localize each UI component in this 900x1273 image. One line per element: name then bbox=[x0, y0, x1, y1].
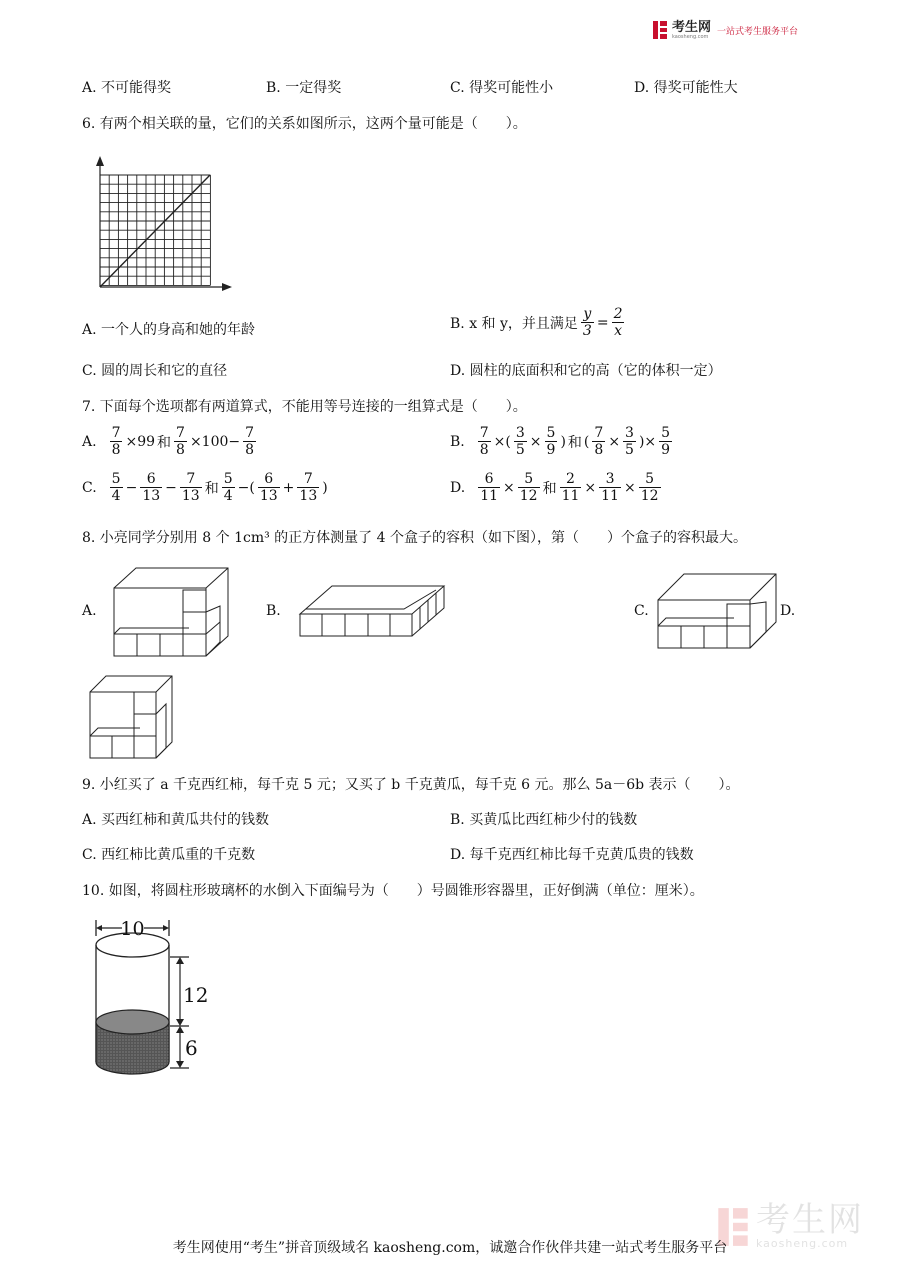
q8-box-c bbox=[654, 570, 780, 652]
q8-box-b bbox=[296, 582, 448, 640]
q9-stem: 9. 小红买了 a 千克西红柿，每千克 5 元；又买了 b 千克黄瓜，每千克 6 元。那么 5a－6b 表示（ ）。 bbox=[82, 777, 740, 793]
q6-stem: 6. 有两个相关联的量，它们的关系如图所示，这两个量可能是（ ）。 bbox=[82, 116, 527, 132]
q9-option-c: C. 西红柿比黄瓜重的千克数 bbox=[82, 847, 256, 863]
q8-label-d: D. bbox=[780, 603, 796, 619]
q10-diameter-label: 10 bbox=[120, 918, 145, 940]
q6-proportion-graph bbox=[86, 154, 236, 294]
watermark-text: 考生网 bbox=[756, 1200, 864, 1240]
q10-cylinder-diagram bbox=[86, 916, 216, 1082]
q5-option-c: C. 得奖可能性小 bbox=[450, 80, 554, 96]
q8-box-a bbox=[110, 566, 230, 662]
q9-option-b: B. 买黄瓜比西红柿少付的钱数 bbox=[450, 812, 638, 828]
q6-equals: = bbox=[596, 314, 609, 331]
q6-fraction-y-over-3: $\frac{y}{3}$ bbox=[582, 306, 592, 340]
header-logo bbox=[652, 20, 798, 40]
page-footer: 考生网使用“考生”拼音顶级域名 kaosheng.com，诚邀合作伙伴共建一站式考生服务平台 bbox=[172, 1240, 728, 1256]
q8-stem: 8. 小亮同学分别用 8 个 1cm³ 的正方体测量了 4 个盒子的容积（如下图），第（ ）个盒子的容积最大。 bbox=[82, 530, 747, 546]
q7-option-b: B. $\frac{7}{8}$ ×( $\frac{3}{5}$ × $\frac{5}{9}$ ) 和 ( $\frac{7}{8}$ × $\frac{3}{5}$ )× $\frac{5}{9}$ bbox=[450, 425, 671, 459]
q8-label-c: C. bbox=[634, 603, 649, 619]
header-slogan: 一站式考生服务平台 bbox=[717, 26, 799, 37]
q9-option-d: D. 每千克西红柿比每千克黄瓜贵的钱数 bbox=[450, 847, 694, 863]
q8-label-a: A. bbox=[82, 603, 97, 619]
q5-option-a: A. 不可能得奖 bbox=[82, 80, 172, 96]
q10-upper-height-label: 12 bbox=[183, 983, 209, 1007]
q6-option-b-text: B. x 和 y，并且满足 bbox=[450, 315, 578, 332]
q6-option-c: C. 圆的周长和它的直径 bbox=[82, 363, 228, 379]
q10-stem: 10. 如图，将圆柱形玻璃杯的水倒入下面编号为（ ）号圆锥形容器里，正好倒满（单位：厘米）。 bbox=[82, 883, 704, 899]
watermark-domain: kaosheng.com bbox=[756, 1237, 849, 1250]
q10-water-height-label: 6 bbox=[185, 1036, 198, 1060]
q7-option-d: D. $\frac{6}{11}$ × $\frac{5}{12}$ 和 $\frac{2}{11}$ × $\frac{3}{11}$ × $\frac{5}{12}$ bbox=[450, 471, 659, 505]
q6-option-a: A. 一个人的身高和她的年龄 bbox=[82, 322, 256, 338]
q6-fraction-2-over-x: $\frac{2}{x}$ bbox=[613, 306, 623, 340]
q5-option-d: D. 得奖可能性大 bbox=[634, 80, 738, 96]
logo-text: 考生网 bbox=[672, 19, 712, 35]
q7-option-a: A. $\frac{7}{8}$ ×99 和 $\frac{7}{8}$ ×100− $\frac{7}{8}$ bbox=[82, 425, 255, 459]
q8-box-d bbox=[86, 674, 178, 762]
q9-option-a: A. 买西红柿和黄瓜共付的钱数 bbox=[82, 812, 270, 828]
kaosheng-logo-icon bbox=[652, 20, 668, 40]
q8-label-b: B. bbox=[266, 603, 281, 619]
q7-option-c: C. $\frac{5}{4}$ − $\frac{6}{13}$ − $\frac{7}{13}$ 和 $\frac{5}{4}$ −( $\frac{6}{13}$ + $\frac{7}{13}$ ) bbox=[82, 471, 328, 505]
logo-domain: kaosheng.com bbox=[672, 33, 709, 40]
q6-option-b bbox=[450, 306, 625, 339]
q6-option-d: D. 圆柱的底面积和它的高（它的体积一定） bbox=[450, 363, 722, 379]
q5-option-b: B. 一定得奖 bbox=[266, 80, 342, 96]
q7-stem: 7. 下面每个选项都有两道算式，不能用等号连接的一组算式是（ ）。 bbox=[82, 399, 527, 415]
